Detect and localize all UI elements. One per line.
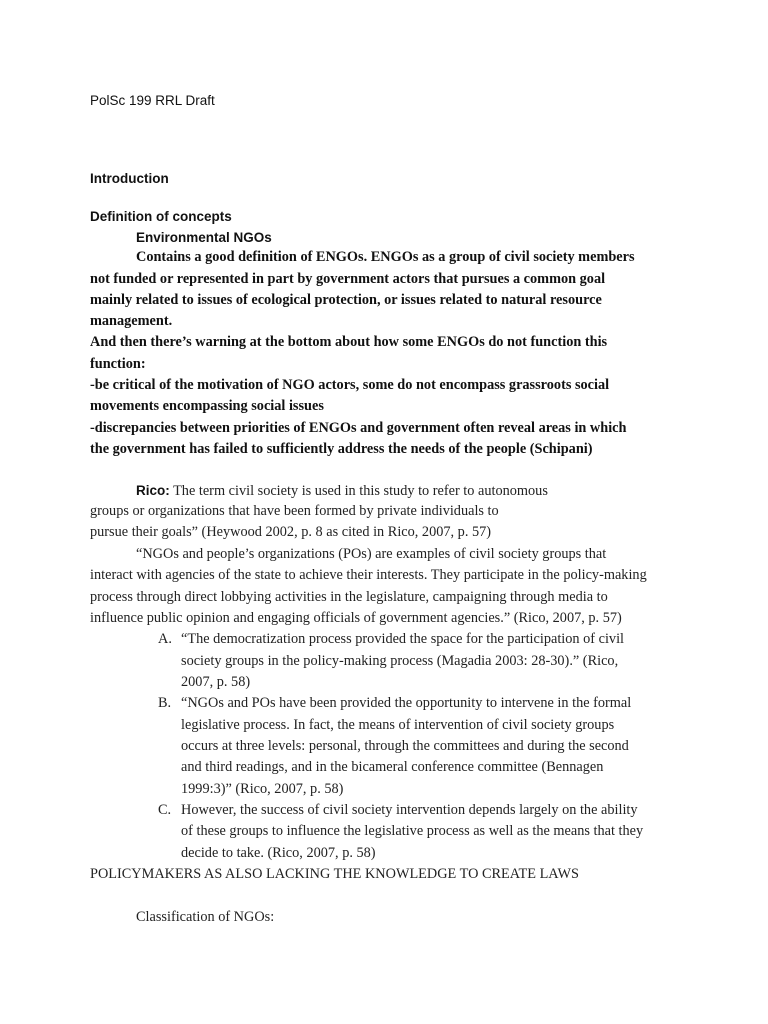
list-letter: C.	[158, 802, 172, 818]
list-item-line: 1999:3)” (Rico, 2007, p. 58)	[181, 781, 344, 797]
list-item-line: occurs at three levels: personal, through the committees and during the second	[181, 738, 629, 754]
list-item-line: legislative process. In fact, the means of intervention of civil society groups	[181, 717, 615, 733]
paragraph-line: influence public opinion and engaging officials of government agencies.” (Rico, 2007, p. 57)	[90, 610, 622, 626]
paragraph-line: -discrepancies between priorities of ENGOs and government often reveal areas in which	[90, 420, 627, 436]
paragraph-line: interact with agencies of the state to achieve their interests. They participate in the policy-making	[90, 567, 647, 583]
engo-subheading: Environmental NGOs	[136, 230, 272, 245]
paragraph-line: And then there’s warning at the bottom about how some ENGOs do not function this	[90, 334, 608, 350]
paragraph-line: process through direct lobbying activities in the legislature, campaigning through media to	[90, 589, 608, 605]
paragraph-line: pursue their goals” (Heywood 2002, p. 8 as cited in Rico, 2007, p. 57)	[90, 524, 492, 540]
list-item-line: and third readings, and in the bicameral conference committee (Bennagen	[181, 759, 604, 775]
definition-heading: Definition of concepts	[90, 209, 232, 224]
policymakers-line: POLICYMAKERS AS ALSO LACKING THE KNOWLEDGE TO CREATE LAWS	[90, 866, 579, 882]
paragraph-line: -be critical of the motivation of NGO actors, some do not encompass grassroots social	[90, 377, 610, 393]
paragraph-line: movements encompassing social issues	[90, 398, 324, 414]
classification-line: Classification of NGOs:	[136, 909, 275, 925]
list-letter: A.	[158, 631, 172, 647]
paragraph-line: groups or organizations that have been formed by private individuals to	[90, 503, 499, 519]
introduction-heading: Introduction	[90, 171, 169, 186]
paragraph-line: “NGOs and people’s organizations (POs) are examples of civil society groups that	[136, 546, 607, 562]
paragraph-line: mainly related to issues of ecological protection, or issues related to natural resource	[90, 292, 602, 308]
paragraph-line: not funded or represented in part by government actors that pursues a common goal	[90, 271, 606, 287]
list-item-line: “The democratization process provided the space for the participation of civil	[181, 631, 625, 647]
paragraph-line: Contains a good definition of ENGOs. ENGOs as a group of civil society members	[136, 249, 635, 265]
paragraph-line: function:	[90, 356, 146, 372]
list-item-line: “NGOs and POs have been provided the opportunity to intervene in the formal	[181, 695, 632, 711]
list-item-line: of these groups to influence the legislative process as well as the means that they	[181, 823, 644, 839]
paragraph-line: management.	[90, 313, 173, 329]
list-item-line: However, the success of civil society intervention depends largely on the ability	[181, 802, 638, 818]
rico-first-line-text: The term civil society is used in this study to refer to autonomous	[169, 483, 548, 499]
list-item-line: society groups in the policy-making process (Magadia 2003: 28-30).” (Rico,	[181, 653, 619, 669]
rico-first-line	[136, 482, 548, 500]
rico-label: Rico:	[136, 483, 170, 498]
document-title: PolSc 199 RRL Draft	[90, 93, 215, 108]
paragraph-line: the government has failed to sufficiently address the needs of the people (Schipani)	[90, 441, 593, 457]
list-item-line: decide to take. (Rico, 2007, p. 58)	[181, 845, 376, 861]
list-letter: B.	[158, 695, 172, 711]
list-item-line: 2007, p. 58)	[181, 674, 251, 690]
